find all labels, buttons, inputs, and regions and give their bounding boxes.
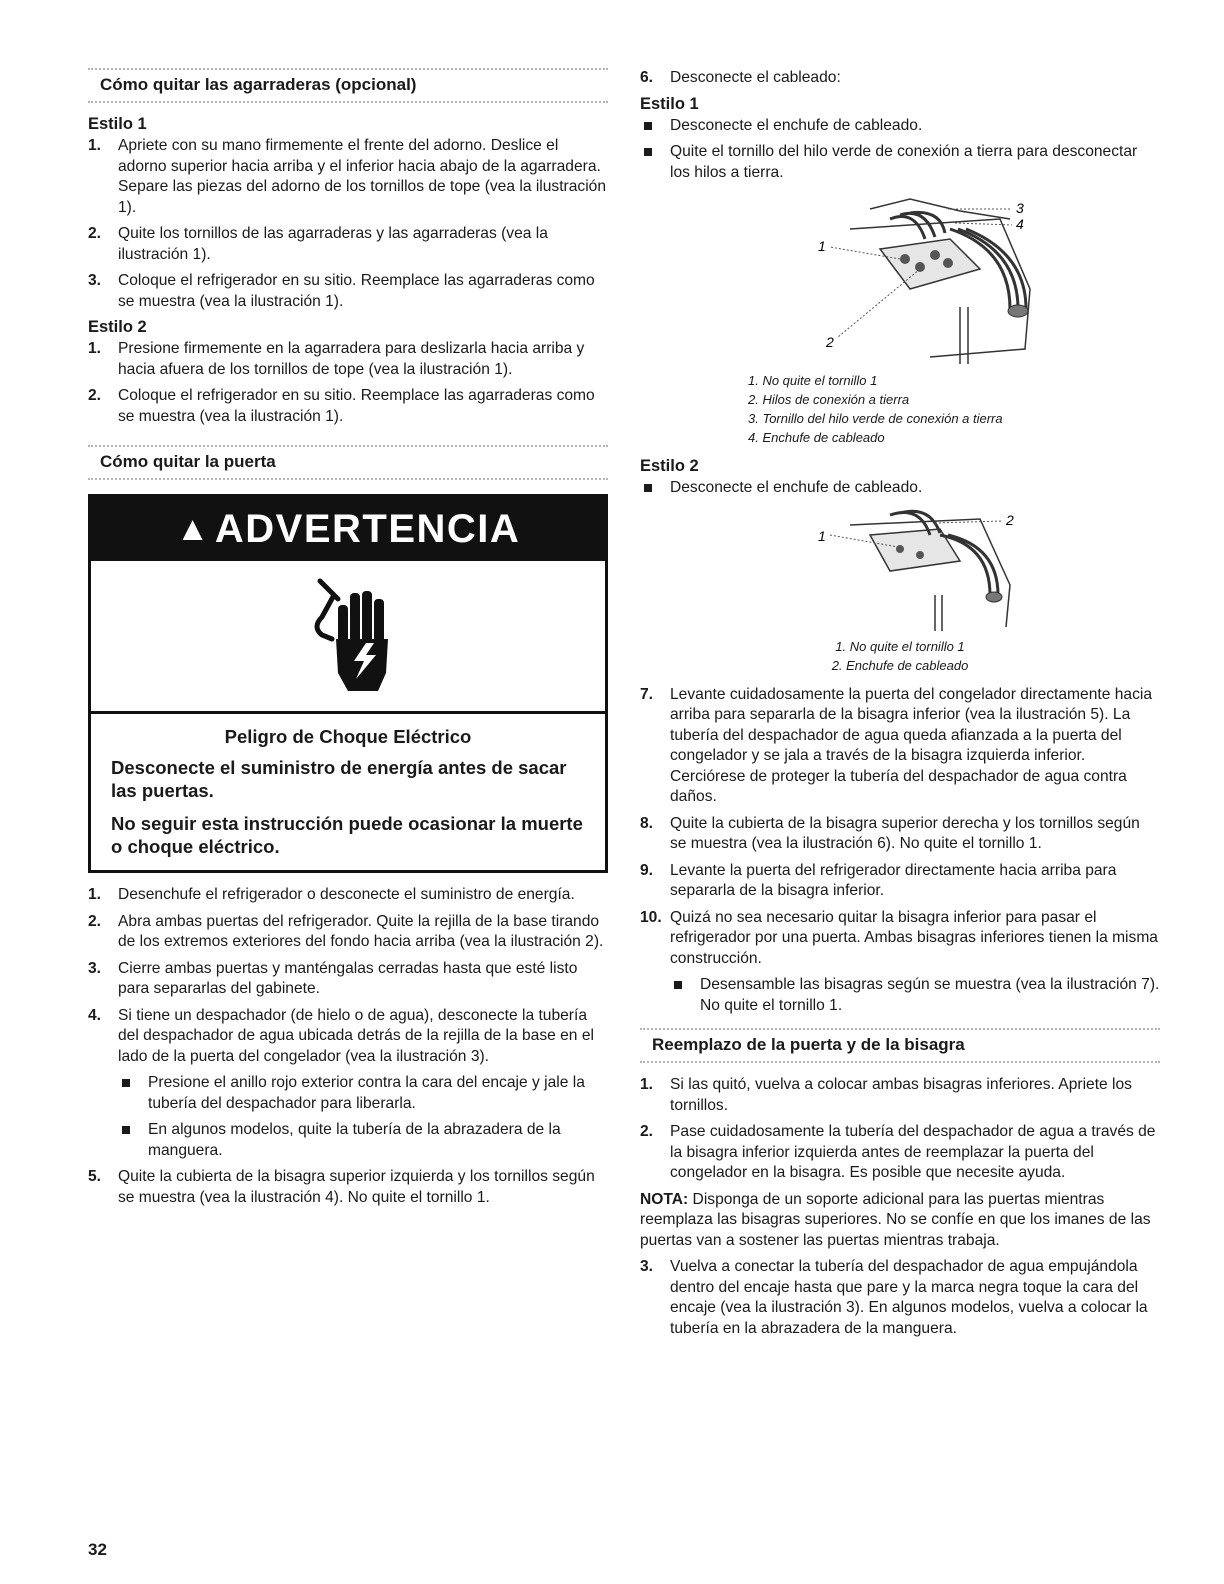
bullet-item: Presione el anillo rojo exterior contra la cara del encaje y jale la tubería del despachador para liberarla. xyxy=(118,1073,608,1114)
handles-style1-steps xyxy=(88,136,608,312)
style1-heading: Estilo 1 xyxy=(88,115,147,133)
handles-style2-steps xyxy=(88,339,608,427)
list-item: 1. Presione firmemente en la agarradera para deslizarla hacia arriba y hacia afuera de los tornillos de tope (vea la ilustración 1). xyxy=(88,340,585,378)
replace-steps-cont xyxy=(640,1257,1160,1339)
list-item: 8. Quite la cubierta de la bisagra superior derecha y los tornillos según se muestra (vea la ilustración 6). No quite el tornillo 1. xyxy=(640,814,1140,852)
wiring-style2-bullets xyxy=(640,478,1160,499)
warning-triangle-icon: ▲ xyxy=(175,509,211,548)
wiring-style1-illustration xyxy=(640,189,1160,367)
step10-bullets xyxy=(670,975,1160,1016)
list-item: 1. Si las quitó, vuelva a colocar ambas bisagras inferiores. Apriete los tornillos. xyxy=(640,1076,1132,1114)
list-item: 1. Apriete con su mano firmemente el frente del adorno. Deslice el adorno superior hacia arriba y el inferior hacia abajo de la agarradera. Separe las piezas del adorno de los tornillos de tope (vea la ilustración 1). xyxy=(88,137,607,216)
right-column xyxy=(640,68,1160,1345)
figure-caption: 1. No quite el tornillo 1 2. Enchufe de cableado xyxy=(831,638,969,673)
wiring-style1-bullets xyxy=(640,116,1160,184)
list-item: 1. Desenchufe el refrigerador o desconecte el suministro de energía. xyxy=(88,886,575,903)
bullet-item: Quite el tornillo del hilo verde de conexión a tierra para desconectar los hilos a tierra. xyxy=(640,142,1160,183)
replace-steps xyxy=(640,1075,1160,1184)
list-item: 2. Pase cuidadosamente la tubería del despachador de agua a través de la bisagra inferior izquierda antes de reemplazar la puerta del congelador en la bisagra. Es posible que necesite ayuda. xyxy=(640,1123,1156,1181)
section-heading-handles: Cómo quitar las agarraderas (opcional) xyxy=(88,68,608,103)
bullet-item: Desensamble las bisagras según se muestra (vea la ilustración 7). No quite el tornillo 1. xyxy=(670,975,1160,1016)
callout-3: 3 xyxy=(1016,200,1024,216)
warning-banner: ▲ ADVERTENCIA xyxy=(91,497,605,561)
warning-line: No seguir esta instrucción puede ocasionar la muerte o choque eléctrico. xyxy=(111,813,583,857)
list-item: 3. Cierre ambas puertas y manténgalas cerradas hasta que esté listo para separarlas del gabinete. xyxy=(88,959,578,997)
style2-heading: Estilo 2 xyxy=(640,457,699,475)
electric-shock-hazard-icon xyxy=(91,561,605,714)
section-heading-door: Cómo quitar la puerta xyxy=(88,445,608,480)
list-item: 5. Quite la cubierta de la bisagra superior izquierda y los tornillos según se muestra (vea la ilustración 4). No quite el tornillo 1. xyxy=(88,1168,595,1206)
bullet-item: Desconecte el enchufe de cableado. xyxy=(640,478,1160,499)
figure-caption: 1. No quite el tornillo 1 2. Hilos de conexión a tierra 3. Tornillo del hilo verde de conexión a tierra 4. Enchufe de cableado xyxy=(748,373,1003,445)
list-item: 3. Vuelva a conectar la tubería del despachador de agua empujándola dentro del encaje hasta que pare y la marca negra toque la cara del encaje (vea la ilustración 3). En algunos modelos, vuelva a colocar la tubería en la abrazadera de la manguera. xyxy=(640,1258,1148,1337)
callout-2: 2 xyxy=(826,334,834,350)
list-item: 2. Quite los tornillos de las agarraderas y las agarraderas (vea la ilustración 1). xyxy=(88,225,548,263)
left-column xyxy=(88,68,608,1214)
style1-heading: Estilo 1 xyxy=(640,94,699,113)
list-item: 10. Quizá no sea necesario quitar la bisagra inferior para pasar el refrigerador por una puerta. Ambas bisagras inferiores tienen la misma construcción. Desensamble las bisagras según se muestra (vea la ilustración 7). No quite el tornillo 1. xyxy=(640,908,1160,1017)
page-number: 32 xyxy=(88,1540,107,1559)
door-removal-steps-cont xyxy=(640,685,1160,1017)
list-item: 9. Levante la puerta del refrigerador directamente hacia arriba para separarla de la bisagra inferior. xyxy=(640,861,1117,899)
callout-1: 1 xyxy=(818,238,826,254)
note: NOTA: Disponga de un soporte adicional para las puertas mientras reemplaza las bisagras superiores. No se confíe en que los imanes de las puertas van a sostener las puertas mientras trabaja. xyxy=(640,1190,1151,1249)
step4-bullets xyxy=(118,1073,608,1161)
step6 xyxy=(640,68,1160,89)
callout-4: 4 xyxy=(1016,216,1024,232)
warning-text xyxy=(91,714,605,870)
callout-2: 2 xyxy=(1006,511,1014,528)
wiring-style2-illustration xyxy=(640,505,1160,633)
list-item: 2. Coloque el refrigerador en su sitio. Reemplace las agarraderas como se muestra (vea la ilustración 1). xyxy=(88,387,595,425)
bullet-item: Desconecte el enchufe de cableado. xyxy=(640,116,1160,137)
list-item: 2. Abra ambas puertas del refrigerador. Quite la rejilla de la base tirando de los extremos exteriores del fondo hacia arriba (vea la ilustración 2). xyxy=(88,912,604,950)
list-item: 6. Desconecte el cableado: xyxy=(640,69,841,86)
list-item: 3. Coloque el refrigerador en su sitio. Reemplace las agarraderas como se muestra (vea la ilustración 1). xyxy=(88,272,595,310)
bullet-item: En algunos modelos, quite la tubería de la abrazadera de la manguera. xyxy=(118,1120,608,1161)
list-item: 7. Levante cuidadosamente la puerta del congelador directamente hacia arriba para separarla de la bisagra inferior (vea la ilustración 5). La tubería del despachador de agua queda afianzada a la puerta del congelador y se jala a través de la bisagra izquierda inferior. Cerciórese de proteger la tubería del despachador de agua contra daños. xyxy=(640,685,1152,805)
door-removal-steps xyxy=(88,885,608,1208)
callout-1: 1 xyxy=(818,527,826,544)
list-item: 4. Si tiene un despachador (de hielo o de agua), desconecte la tubería del despachador de agua ubicada detrás de la rejilla de la base en el lado de la puerta del congelador (vea la ilustración 3). Presione el anillo rojo exterior contra la cara del encaje y jale la tubería del despachador para liberarla. En algunos modelos, quite la tubería de la abrazadera de la manguera. xyxy=(88,1006,608,1162)
warning-box xyxy=(88,494,608,873)
warning-title: Peligro de Choque Eléctrico xyxy=(224,726,472,747)
section-heading-replace: Reemplazo de la puerta y de la bisagra xyxy=(640,1028,1160,1063)
style2-heading: Estilo 2 xyxy=(88,318,147,336)
warning-line: Desconecte el suministro de energía antes de sacar las puertas. xyxy=(111,757,567,801)
